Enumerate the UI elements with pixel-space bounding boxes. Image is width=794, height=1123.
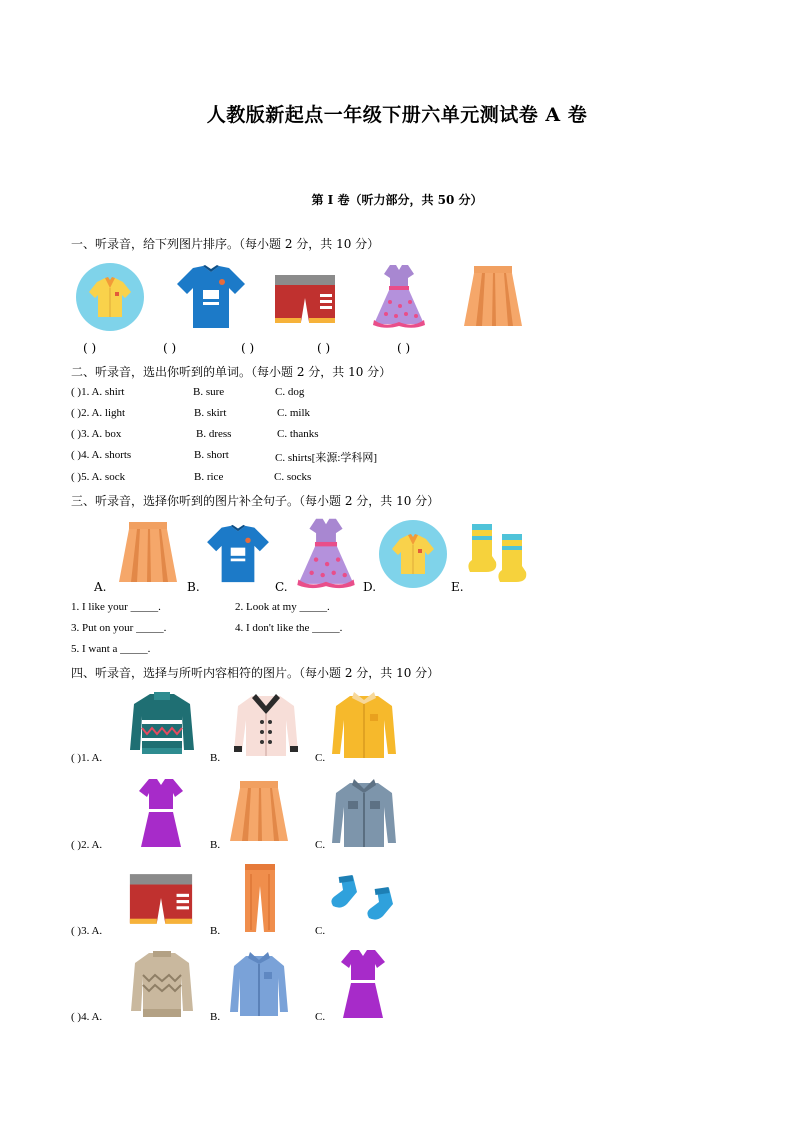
tshirt-blue-icon <box>205 524 271 584</box>
option-label-b: B. <box>187 580 200 594</box>
sweater-beige-icon <box>129 949 195 1019</box>
shirt-lightblue-icon <box>228 950 290 1018</box>
skirt-orange-icon <box>228 778 290 844</box>
socks-yellow-icon <box>466 522 532 586</box>
answer-blank[interactable]: ( ) <box>163 341 177 355</box>
option-b: B. rice <box>194 471 224 483</box>
option-label-a: A. <box>94 580 107 594</box>
answer-blank[interactable]: ( ) <box>317 341 331 355</box>
question-2-5: ( )5. A. sock <box>71 471 126 483</box>
answer-blank[interactable]: ( ) <box>83 341 97 355</box>
answer-blank[interactable]: ( ) <box>241 341 255 355</box>
q4-row-2-c: C. <box>315 839 326 851</box>
option-label-d: D. <box>363 580 377 594</box>
sentence-2: 2. Look at my _____. <box>235 601 330 613</box>
skirt-orange-icon <box>462 264 524 328</box>
q4-row-3-b: B. <box>210 925 221 937</box>
q4-row-4-b: B. <box>210 1011 221 1023</box>
option-c: C. milk <box>277 407 311 419</box>
dress-purple-icon <box>370 262 428 330</box>
option-b: B. sure <box>193 386 225 398</box>
question-2-1: ( )1. A. shirt <box>71 386 125 398</box>
section-2-heading: 二、听录音，选出你听到的单词。（每小题 2 分，共 10 分） <box>71 365 392 379</box>
shorts-red-icon <box>272 272 338 326</box>
option-b: B. short <box>194 449 229 461</box>
sentence-3: 3. Put on your _____. <box>71 622 167 634</box>
option-c: C. shirts[来源:学科网] <box>275 452 378 464</box>
shirt-yellow-icon <box>330 690 398 760</box>
q4-row-3-label: ( )3. A. <box>71 925 103 937</box>
section-1-heading: 一、听录音，给下列图片排序。（每小题 2 分，共 10 分） <box>71 237 380 251</box>
q4-row-2-b: B. <box>210 839 221 851</box>
question-2-4: ( )4. A. shorts <box>71 449 132 461</box>
dress-magenta-icon <box>339 947 387 1021</box>
section-4-heading: 四、听录音，选择与所听内容相符的图片。（每小题 2 分，共 10 分） <box>71 666 440 680</box>
page-title: 人教版新起点一年级下册六单元测试卷 A 卷 <box>206 104 588 126</box>
q4-row-1-b: B. <box>210 752 221 764</box>
question-2-2: ( )2. A. light <box>71 407 126 419</box>
shirt-round-icon <box>378 519 448 589</box>
sentence-5: 5. I want a _____. <box>71 643 151 655</box>
dress-magenta-icon <box>137 777 185 849</box>
q4-row-2-label: ( )2. A. <box>71 839 103 851</box>
option-c: C. dog <box>275 386 305 398</box>
option-label-e: E. <box>451 580 464 594</box>
option-c: C. socks <box>274 471 312 483</box>
sentence-1: 1. I like your _____. <box>71 601 161 613</box>
section-subtitle: 第 I 卷（听力部分，共 50 分） <box>311 193 483 207</box>
sentence-4: 4. I don't like the _____. <box>235 622 343 634</box>
socks-blue-icon <box>327 874 403 924</box>
tshirt-blue-icon <box>175 264 247 330</box>
answer-blank[interactable]: ( ) <box>397 341 411 355</box>
skirt-orange-icon <box>117 520 179 584</box>
shorts-red-icon <box>125 871 197 927</box>
coat-pink-icon <box>232 692 300 758</box>
sweater-teal-icon <box>128 690 196 758</box>
shirt-round-icon <box>75 262 145 332</box>
option-b: B. skirt <box>194 407 227 419</box>
shirt-gray-icon <box>330 777 398 849</box>
dress-purple-icon <box>294 515 358 591</box>
question-2-3: ( )3. A. box <box>71 428 122 440</box>
trousers-orange-icon <box>242 862 278 934</box>
option-label-c: C. <box>275 580 288 594</box>
q4-row-1-label: ( )1. A. <box>71 752 103 764</box>
option-c: C. thanks <box>277 428 319 440</box>
section-3-heading: 三、听录音，选择你听到的图片补全句子。（每小题 2 分，共 10 分） <box>71 494 440 508</box>
option-b: B. dress <box>196 428 232 440</box>
q4-row-4-c: C. <box>315 1011 326 1023</box>
q4-row-3-c: C. <box>315 925 326 937</box>
q4-row-4-label: ( )4. A. <box>71 1011 103 1023</box>
q4-row-1-c: C. <box>315 752 326 764</box>
